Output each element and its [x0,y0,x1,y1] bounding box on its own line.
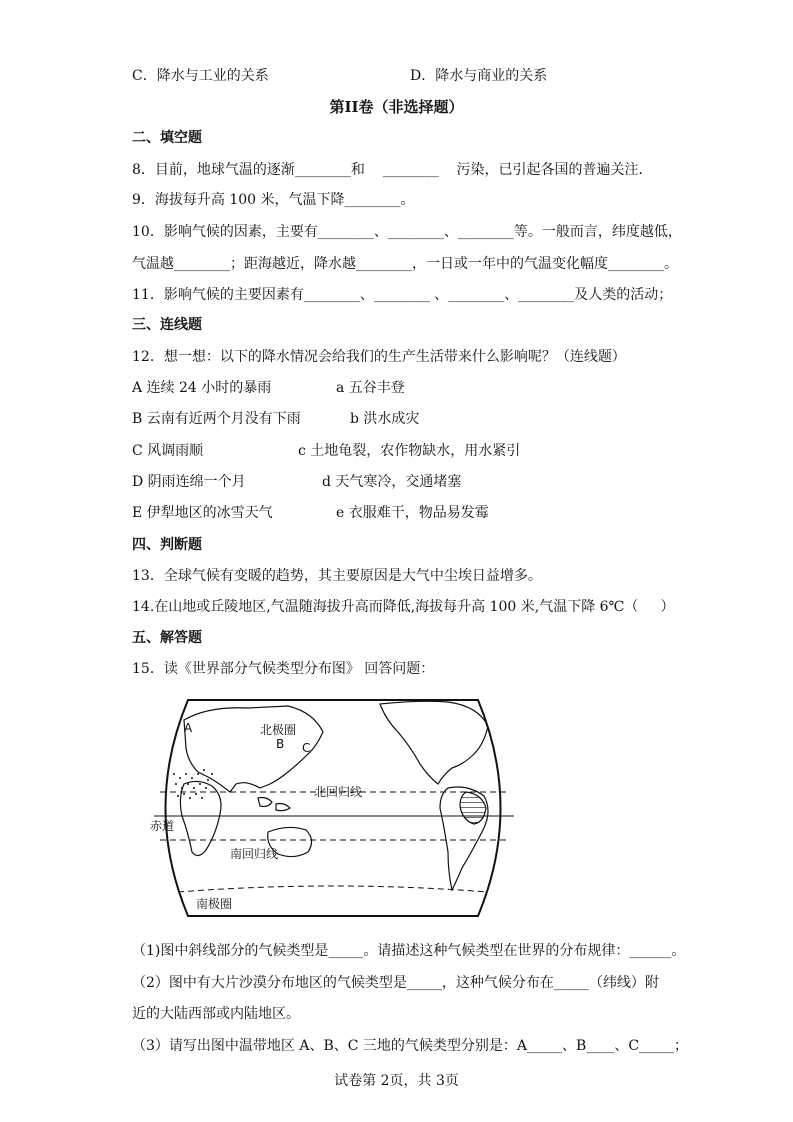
label-tropic-of-capricorn: 南回归线 [230,847,279,861]
label-equator: 赤道 [150,819,175,833]
question-13: 13．全球气候有变暖的趋势，其主要原因是大气中尘埃日益增多。 [132,568,542,584]
question-15-1: （1)图中斜线部分的气候类型是_____。请描述这种气候类型在世界的分布规律：______。 [132,943,686,959]
match-left-d: D 阴雨连绵一个月 [132,474,246,490]
match-left-c: C 风调雨顺 [132,443,204,459]
question-14: 14.在山地或丘陵地区,气温随海拔升高而降低,海拔每升高 100 米,气温下降 6℃（ ） [132,599,675,615]
label-antarctic-circle: 南极圈 [196,897,233,911]
section-match-heading: 三、连线题 [132,317,202,333]
question-9: 9．海拔每升高 100 米，气温下降________。 [132,192,415,208]
option-c: C．降水与工业的关系 [132,68,269,84]
question-10-line2: 气温越________；距海越近，降水越________，一日或一年中的气温变化幅度________。 [132,256,678,272]
match-left-e: E 伊犁地区的冰雪天气 [132,505,273,521]
match-right-c: c 土地龟裂，农作物缺水，用水紧引 [298,443,521,459]
match-left-b: B 云南有近两个月没有下雨 [132,411,301,427]
section-answer-heading: 五、解答题 [132,630,202,646]
match-right-b: b 洪水成灾 [350,411,420,427]
section-judge-heading: 四、判断题 [132,537,202,553]
match-right-d: d 天气寒冷，交通堵塞 [322,474,462,490]
label-arctic-circle: 北极圈 [260,723,297,737]
question-8: 8．目前，地球气温的逐渐________和 ________ 污染，已引起各国的普遍关注． [132,162,653,178]
match-left-a: A 连续 24 小时的暴雨 [132,380,272,396]
label-point-a: A [184,721,193,735]
question-15-2-line2: 近的大陆西部或内陆地区。 [132,1006,300,1022]
question-12: 12．想一想：以下的降水情况会给我们的生产生活带来什么影响呢？（连线题） [132,349,626,365]
label-point-c: C [302,741,311,755]
label-tropic-of-cancer: 北回归线 [314,785,363,799]
label-point-b: B [276,737,285,751]
section-fill-heading: 二、填空题 [132,130,202,146]
volume-title: 第II卷（非选择题） [329,98,464,116]
question-11: 11．影响气候的主要因素有________、________ 、________、________及人类的活动； [132,287,673,303]
world-climate-map [148,692,518,924]
question-15-3: （3）请写出图中温带地区 A、B、C 三地的气候类型分别是：A_____、B____、C_____； [132,1038,689,1054]
option-d: D．降水与商业的关系 [410,68,548,84]
match-right-a: a 五谷丰登 [336,380,405,396]
match-right-e: e 衣服难干，物品易发霉 [336,505,489,521]
question-10-line1: 10．影响气候的因素，主要有________、________、________等。一般而言，纬度越低， [132,224,682,240]
question-15-2-line1: （2）图中有大片沙漠分布地区的气候类型是_____，这种气候分布在_____（纬线）附 [132,975,659,991]
question-15: 15．读《世界部分气候类型分布图》 回答问题： [132,661,435,677]
page-footer: 试卷第 2页，共 3页 [334,1073,459,1089]
